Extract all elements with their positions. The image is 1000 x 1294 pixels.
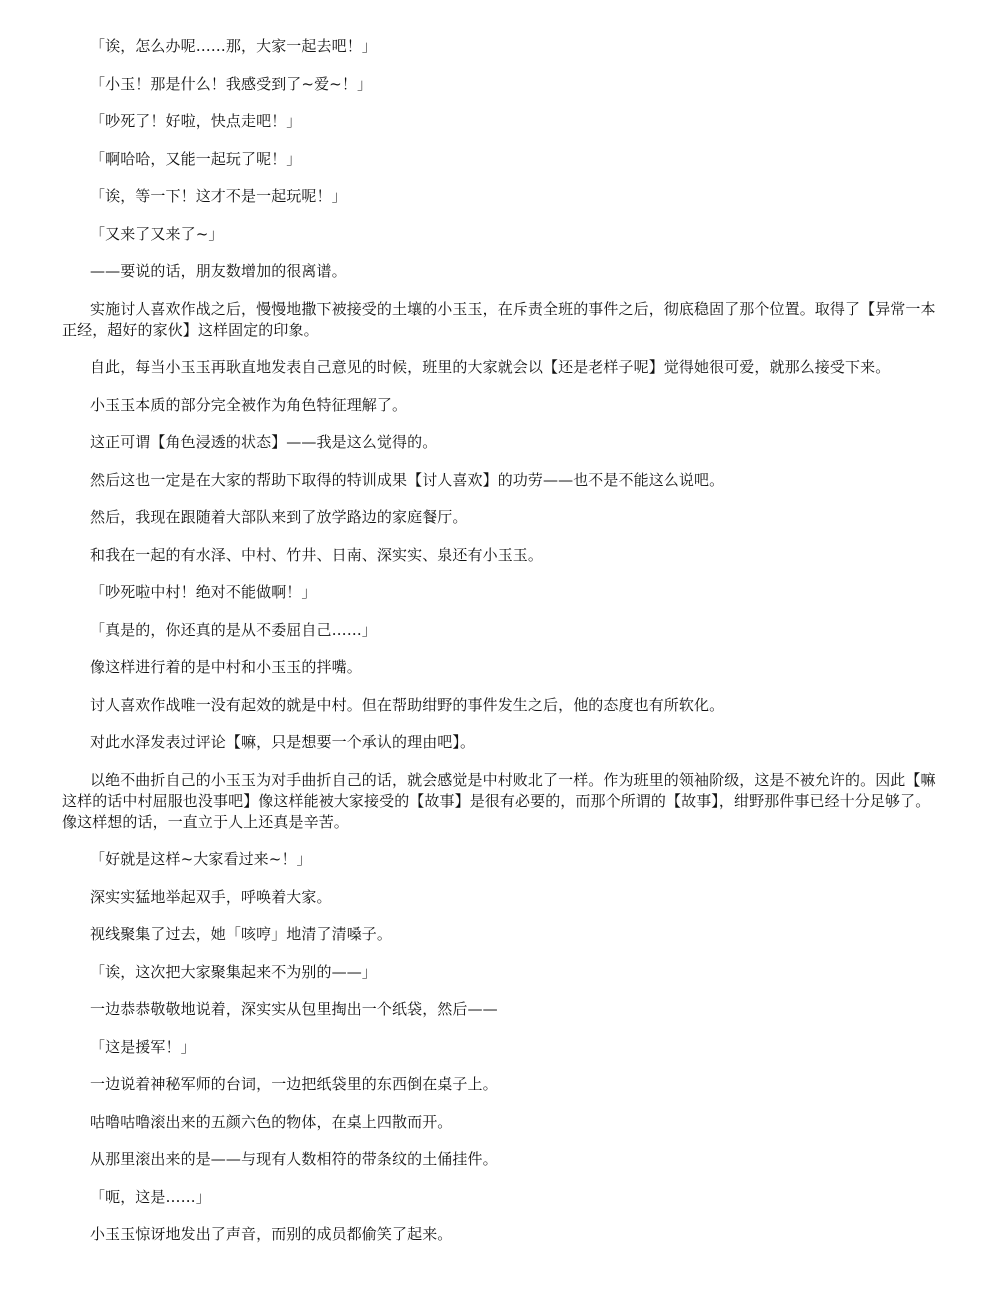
paragraph: 「吵死啦中村！绝对不能做啊！」 xyxy=(90,583,317,601)
paragraph: 小玉玉本质的部分完全被作为角色特征理解了。 xyxy=(90,395,408,414)
paragraph: 对此水泽发表过评论【嘛，只是想要一个承认的理由吧】。 xyxy=(90,733,476,751)
paragraph: 一边恭恭敬敬地说着，深实实从包里掏出一个纸袋，然后—— xyxy=(90,1000,498,1018)
paragraph: 「吵死了！好啦，快点走吧！」 xyxy=(90,112,302,130)
paragraph: 「这是援军！」 xyxy=(90,1037,196,1056)
paragraph: 小玉玉惊讶地发出了声音，而别的成员都偷笑了起来。 xyxy=(90,1225,453,1243)
paragraph: 咕噜咕噜滚出来的五颜六色的物体，在桌上四散而开。 xyxy=(90,1112,453,1131)
paragraph: 「好就是这样~大家看过来~！」 xyxy=(90,850,312,868)
paragraph: 讨人喜欢作战唯一没有起效的就是中村。但在帮助绀野的事件发生之后，他的态度也有所软化。 xyxy=(90,695,725,714)
paragraph: 「真是的，你还真的是从不委屈自己……」 xyxy=(90,620,377,639)
paragraph: 像这样进行着的是中村和小玉玉的拌嘴。 xyxy=(90,658,362,676)
paragraph: 和我在一起的有水泽、中村、竹井、日南、深实实、泉还有小玉玉。 xyxy=(90,545,544,564)
paragraph: 从那里滚出来的是——与现有人数相符的带条纹的土俑挂件。 xyxy=(90,1150,498,1168)
paragraph: 「又来了又来了~」 xyxy=(90,224,224,243)
paragraph: 一边说着神秘军师的台词，一边把纸袋里的东西倒在桌子上。 xyxy=(90,1075,498,1093)
paragraph: 「小玉！那是什么！我感受到了~爱~！」 xyxy=(90,74,373,93)
paragraph: 然后这也一定是在大家的帮助下取得的特训成果【讨人喜欢】的功劳——也不是不能这么说吧。 xyxy=(90,470,725,489)
paragraph: 然后，我现在跟随着大部队来到了放学路边的家庭餐厅。 xyxy=(90,508,468,526)
paragraph: 视线聚集了过去，她「咳哼」地清了清嗓子。 xyxy=(90,925,393,943)
paragraph: 自此，每当小玉玉再耿直地发表自己意见的时候，班里的大家就会以【还是老样子呢】觉得她很可爱，就那么接受下来。 xyxy=(90,358,891,376)
paragraph: 深实实猛地举起双手，呼唤着大家。 xyxy=(90,887,332,906)
paragraph: 「诶，等一下！这才不是一起玩呢！」 xyxy=(90,187,347,205)
paragraph: 「诶，这次把大家聚集起来不为别的——」 xyxy=(90,962,377,981)
paragraph: 这正可谓【角色浸透的状态】——我是这么觉得的。 xyxy=(90,433,438,451)
paragraph: 「啊哈哈，又能一起玩了呢！」 xyxy=(90,149,302,168)
paragraph: 「诶，怎么办呢……那，大家一起去吧！」 xyxy=(90,37,377,55)
paragraph: 「呃，这是……」 xyxy=(90,1187,211,1206)
paragraph: ——要说的话，朋友数增加的很离谱。 xyxy=(90,262,347,280)
paragraph: 实施讨人喜欢作战之后，慢慢地撒下被接受的土壤的小玉玉，在斥责全班的事件之后，彻底稳固了那个位置。取得了【异常一本正经，超好的家伙】这样固定的印象。 xyxy=(62,299,936,339)
paragraph: 以绝不曲折自己的小玉玉为对手曲折自己的话，就会感觉是中村败北了一样。作为班里的领袖阶级，这是不被允许的。因此【嘛这样的话中村屈服也没事吧】像这样能被大家接受的【故事】是很有必要的，而那个所谓的【故事】，绀野那件事已经十分足够了。像这样想的话，一直立于人上还真是辛苦。 xyxy=(62,770,936,831)
